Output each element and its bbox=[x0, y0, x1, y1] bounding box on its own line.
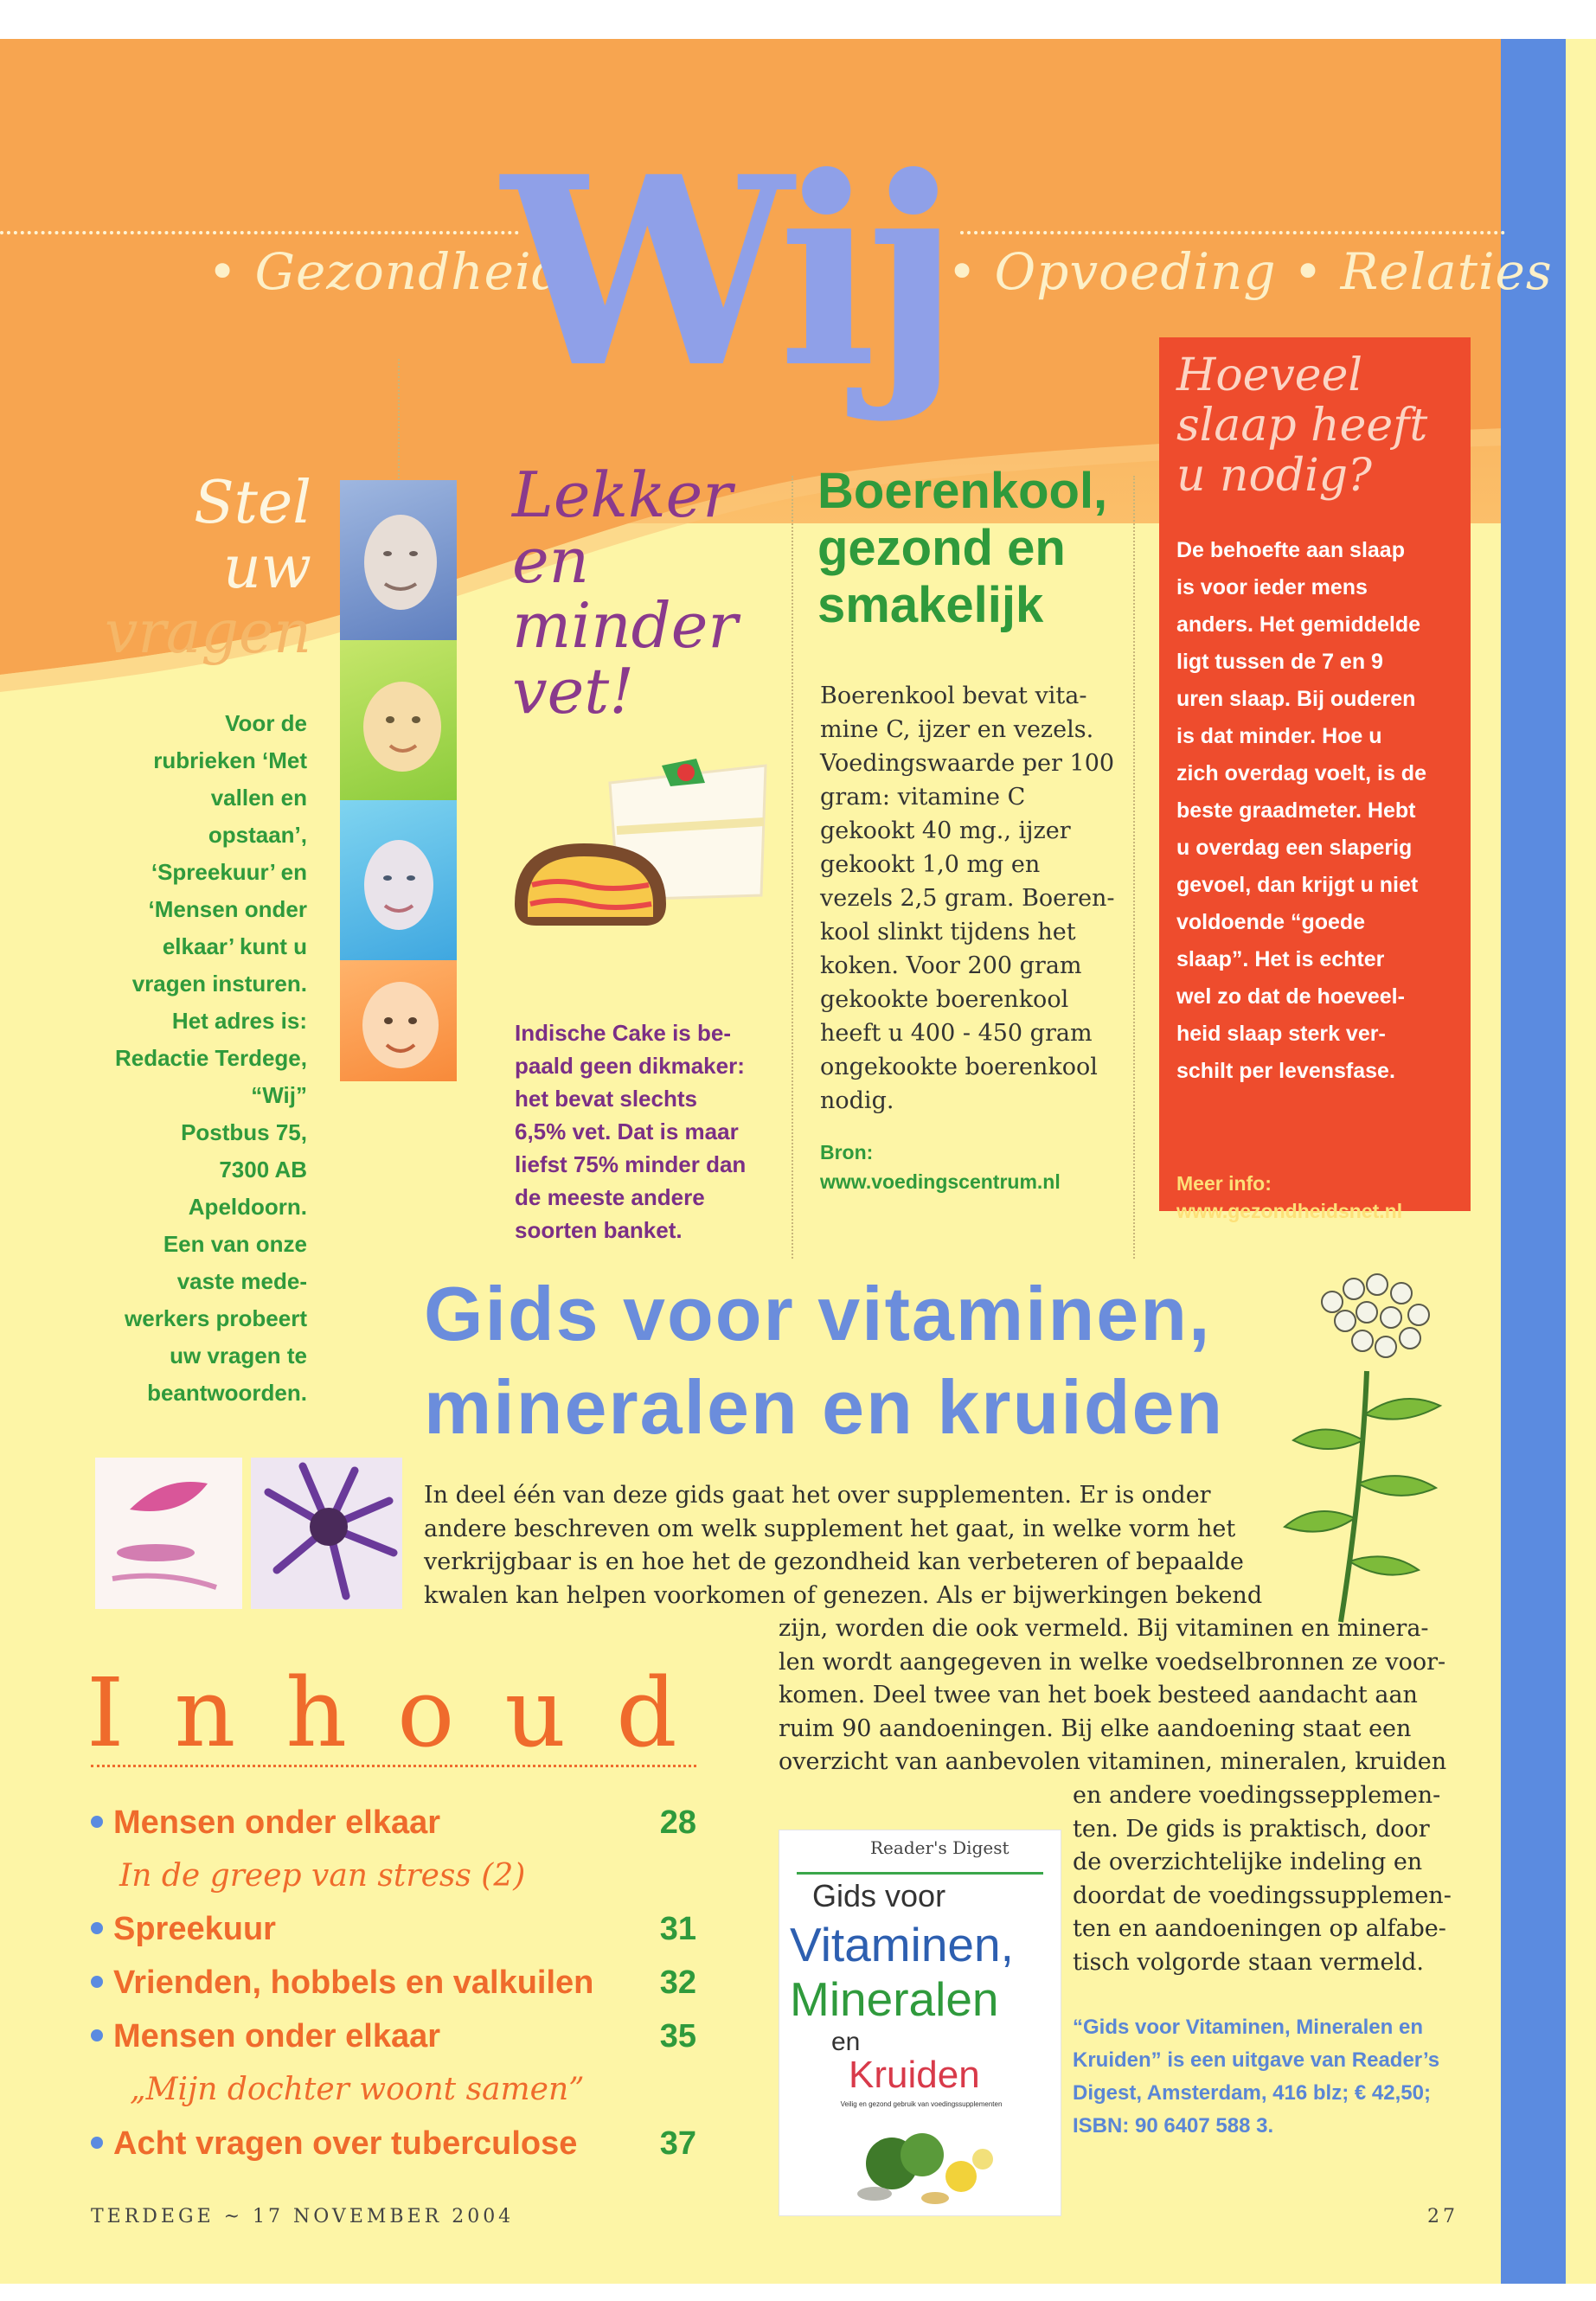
toc-page-number: 28 bbox=[659, 1804, 696, 1841]
toc-item[interactable]: Mensen onder elkaar 35 bbox=[91, 2015, 696, 2058]
vragen-body: Voor de rubrieken ‘Met vallen en opstaan’, ‘Spreekuur’ en ‘Mensen onder elkaar’ kunt u vragen insturen. Het adres is: Redactie Terdege, “Wij” Postbus 75, 7300 AB Apeldoorn. Een van onze vaste mede- werkers probeert uw vragen te beantwoorden. bbox=[114, 710, 307, 1406]
gids-title: Gids voor vitaminen, mineralen en kruiden bbox=[424, 1271, 1225, 1450]
toc-subtitle: In de greep van stress (2) bbox=[119, 1858, 526, 1894]
cake-title: Lekker en minder vet! bbox=[512, 458, 738, 727]
boerenkool-source: Bron: www.voedingscentrum.nl bbox=[820, 1138, 1061, 1196]
voedingscentrum-link[interactable]: www.voedingscentrum.nl bbox=[820, 1170, 1061, 1193]
toc-page-number: 32 bbox=[659, 1965, 696, 2001]
cover-tagline: Veilig en gezond gebruik van voedingssupplementen bbox=[840, 2100, 1003, 2108]
cover-line3: Mineralen bbox=[790, 1972, 999, 2026]
inhoud-heading: Inhoud bbox=[87, 1657, 727, 1768]
gezondheidsnet-link[interactable]: www.gezondheidsnet.nl bbox=[1176, 1200, 1403, 1222]
magazine-page bbox=[0, 39, 1596, 2284]
masthead-dotted-line-right bbox=[960, 231, 1505, 234]
toc-page-number: 31 bbox=[659, 1911, 696, 1947]
masthead-gezondheid: • Gezondheid bbox=[208, 242, 565, 301]
column-divider bbox=[1133, 476, 1135, 1259]
toc-item[interactable]: Mensen onder elkaar 28 bbox=[91, 1801, 696, 1844]
boerenkool-body: Boerenkool bevat vita- mine C, ijzer en vezels. Voedingswaarde per 100 gram: vitamine C gekookt 40 mg., ijzer gekookt 1,0 mg en vezels 2,5 gram. Boeren- kool slinkt tijdens het koken. Voor 200 gram gekookte boerenkool heeft u 400 - 450 gram ongekookte boerenkool nodig. bbox=[820, 683, 1115, 1114]
cover-rule bbox=[797, 1872, 1043, 1875]
blue-side-strip bbox=[1501, 39, 1566, 2284]
cover-line4: en bbox=[831, 2028, 861, 2056]
toc-item[interactable]: Vrienden, hobbels en valkuilen 32 bbox=[91, 1961, 696, 2004]
photo-elderly-man bbox=[340, 480, 457, 640]
bullet-icon bbox=[91, 2137, 103, 2149]
gids-body-narrow: en andere voedingssepplemen- ten. De gids is praktisch, door de overzichtelijke indeling en doordat de voedingssupplemen- ten en aandoeningen op alfabe- tisch volgorde staan vermeld. bbox=[1073, 1782, 1452, 1976]
cover-vegetables-image bbox=[840, 2120, 1013, 2211]
cover-line2: Vitaminen, bbox=[790, 1918, 1014, 1971]
photo-child bbox=[340, 960, 457, 1081]
book-info: “Gids voor Vitaminen, Mineralen en Kruiden” is een uitgave van Reader’s Digest, Amsterdam, 416 blz; € 42,50; ISBN: 90 6407 588 3. bbox=[1073, 2016, 1440, 2138]
footer-issue: TERDEGE ~ 17 NOVEMBER 2004 bbox=[91, 2206, 515, 2227]
bullet-icon bbox=[91, 2029, 103, 2041]
publisher-logo: Reader's Digest bbox=[870, 1837, 1010, 1858]
bullet-icon bbox=[91, 1816, 103, 1828]
boerenkool-title: Boerenkool, gezond en smakelijk bbox=[817, 463, 1108, 633]
inhoud-rule bbox=[91, 1765, 696, 1767]
toc-page-number: 35 bbox=[659, 2018, 696, 2054]
toc-page-number: 37 bbox=[659, 2125, 696, 2162]
decorative-image-pink-flower bbox=[95, 1458, 242, 1609]
slaap-more-info: Meer info: www.gezondheidsnet.nl bbox=[1176, 1170, 1402, 1225]
gids-body-mid: zijn, worden die ook vermeld. Bij vitaminen en minera- len wordt aangegeven in welke voedselbronnen ze voor- komen. Deel twee van het boek besteed aandacht aan ruim 90 aandoeningen. Bij elke aandoening staat een overzicht van aanbevolen vitaminen, mineralen, kruiden bbox=[779, 1615, 1447, 1775]
masthead-opvoeding-relaties: • Opvoeding • Relaties bbox=[947, 242, 1553, 301]
cover-line1: Gids voor bbox=[812, 1878, 946, 1913]
toc-item[interactable]: Acht vragen over tuberculose 37 bbox=[91, 2122, 696, 2165]
bullet-icon bbox=[91, 1976, 103, 1988]
toc-subtitle: „Mijn dochter woont samen” bbox=[130, 2072, 585, 2107]
book-cover bbox=[779, 1830, 1061, 2216]
cover-line5: Kruiden bbox=[849, 2054, 980, 2096]
column-divider bbox=[792, 476, 793, 1259]
page-number: 27 bbox=[1427, 2206, 1458, 2227]
photo-woman bbox=[340, 800, 457, 960]
masthead-dotted-line-left bbox=[0, 231, 519, 234]
bullet-icon bbox=[91, 1922, 103, 1934]
herb-illustration bbox=[1280, 1267, 1453, 1631]
wij-logo: Wij bbox=[502, 119, 951, 425]
slaap-box bbox=[1159, 337, 1471, 1222]
toc-item[interactable]: Spreekuur 31 bbox=[91, 1907, 696, 1951]
cake-illustration bbox=[506, 748, 774, 956]
decorative-image-echinacea bbox=[251, 1458, 402, 1609]
slaap-title: Hoeveel slaap heeft u nodig? bbox=[1176, 349, 1428, 502]
slaap-body: De behoefte aan slaap is voor ieder mens anders. Het gemiddelde ligt tussen de 7 en 9 uren slaap. Bij ouderen is dat minder. Hoe u zich overdag voelt, is de beste graadmeter. Hebt u overdag een slaperig gevoel, dan krijgt u niet voldoende “goede slaap”. Het is echter wel zo dat de hoeveel- heid slaap sterk ver- schilt per levensfase. bbox=[1176, 538, 1426, 1083]
photo-baby bbox=[340, 640, 457, 800]
cake-body: Indische Cake is be- paald geen dikmaker: het bevat slechts 6,5% vet. Dat is maar liefst 75% minder dan de meeste andere soorten banket. bbox=[515, 1020, 747, 1243]
gids-body-wide: In deel één van deze gids gaat het over supplementen. Er is onder andere beschreven om welk supplement het gaat, in welke vorm het verkrijgbaar is en hoe het de gezondheid kan verbeteren of bepaalde kwalen kan helpen voorkomen of genezen. Als er bijwerkingen bekend bbox=[424, 1482, 1263, 1609]
vragen-title: Stel uw vragen bbox=[104, 469, 311, 667]
